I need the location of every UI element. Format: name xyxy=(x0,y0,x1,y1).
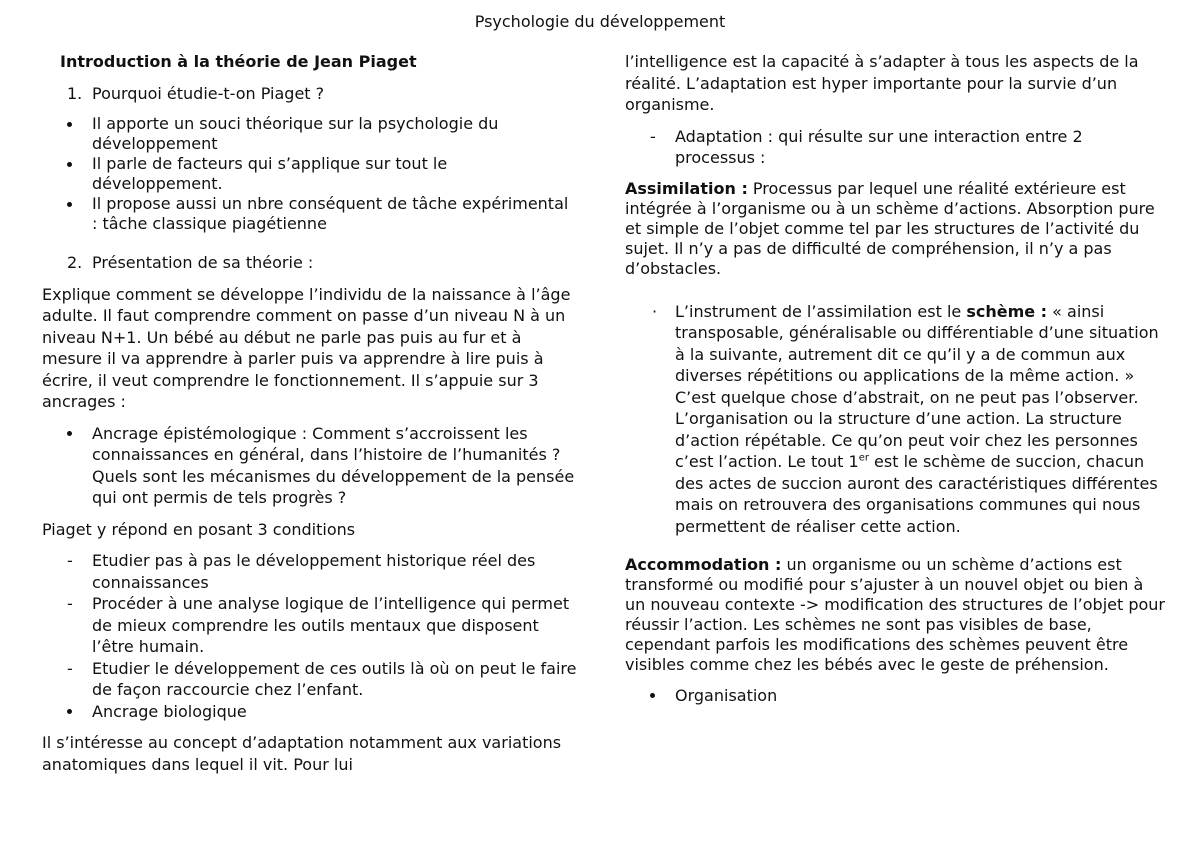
accommodation-paragraph xyxy=(625,555,1165,675)
list-item-text: Adaptation : qui résulte sur une interaction entre 2 processus : xyxy=(675,126,1083,167)
list-item: Il apporte un souci théorique sur la psychologie du développement xyxy=(42,114,577,154)
accommodation-text: un organisme ou un schème d’actions est transformé ou modifié pour s’ajuster à un nouvel objet ou bien à un nouveau contexte -> modification des structures de l’objet pour réussir l’action. Les schèmes ne sont pas visibles de base, cependant parfois les modifications des schèmes peuvent être visibles comme chez les bébés avec le geste de préhension. xyxy=(625,555,1165,674)
scheme-superscript: er xyxy=(858,452,869,464)
scheme-text-post: est le schème de succion, chacun des actes de succion auront des caractéristiques différentes mais on retrouvera des organisations communes qui nous permettent de réaliser cette action. xyxy=(675,452,1158,536)
dash-marker: - xyxy=(67,551,73,570)
question-2-number: 2. xyxy=(67,253,83,272)
dash-marker: - xyxy=(650,126,656,146)
adaptation-list xyxy=(625,126,1165,169)
assimilation-paragraph xyxy=(625,179,1165,279)
assimilation-label: Assimilation : xyxy=(625,178,748,198)
ancrage-epistemologique: Ancrage épistémologique : Comment s’accroissent les connaissances en général, dans l’histoire de l’humanités ? Quels sont les mécanismes du développement de la pensée qui ont permis de tels progrès ? xyxy=(42,423,577,509)
assimilation-text: Processus par lequel une réalité extérieure est intégrée à l’organisme ou à un schème d’actions. Absorption pure et simple de l’objet comme tel par les structures de l’activité du sujet. Il n’y a pas de difficulté de compréhension, il n’y a pas d’obstacles. xyxy=(625,178,1155,278)
right-column xyxy=(625,51,1165,717)
list-item-text: Etudier pas à pas le développement historique réel des connaissances xyxy=(92,551,536,592)
scheme-label: schème : xyxy=(966,301,1048,321)
list-item: Il parle de facteurs qui s’applique sur tout le développement. xyxy=(42,154,577,194)
accommodation-label: Accommodation : xyxy=(625,555,782,574)
left-column xyxy=(42,51,577,785)
list-item xyxy=(42,593,577,658)
list-item xyxy=(42,550,577,593)
adaptation-paragraph: Il s’intéresse au concept d’adaptation notamment aux variations anatomiques dans lequel il vit. Pour lui xyxy=(42,733,562,774)
conditions-intro: Piaget y répond en posant 3 conditions xyxy=(42,519,356,539)
scheme-text-pre: L’instrument de l’assimilation est le xyxy=(675,301,967,321)
list-item-text: Procéder à une analyse logique de l’intelligence qui permet de mieux comprendre les outils mentaux que disposent l’être humain. xyxy=(92,594,570,656)
dash-marker: - xyxy=(67,658,73,678)
question-2-list xyxy=(42,252,577,274)
organisation-item: Organisation xyxy=(625,685,1165,707)
question-1-list xyxy=(42,83,577,105)
list-item-text: Etudier le développement de ces outils là où on peut le faire de façon raccourcie chez l’enfant. xyxy=(92,658,577,699)
question-1-text: Pourquoi étudie-t-on Piaget ? xyxy=(92,83,325,103)
ancrage-biologique: Ancrage biologique xyxy=(42,701,577,723)
scheme-text-mid: « ainsi transposable, généralisable ou différentiable d’une situation à la suivante, autrement dit ce qu’il y a de commun aux diverses répétitions ou applications de la même action. » C’est quelque chose d’abstrait, on ne peut pas l’observer. L’organisation ou la structure d’une action. La structure d’action répétable. Ce qu’on peut voir chez les personnes c’est l’action. Le tout 1 xyxy=(675,301,1159,471)
section-title: Introduction à la théorie de Jean Piaget xyxy=(60,52,417,71)
ancrage-list-1 xyxy=(42,423,577,509)
scheme-list xyxy=(625,301,1165,538)
scheme-item xyxy=(625,301,1165,538)
conditions-list xyxy=(42,550,577,722)
adaptation-item xyxy=(625,126,1165,169)
organisation-list xyxy=(625,685,1165,707)
middot-marker: · xyxy=(652,301,658,321)
theory-paragraph: Explique comment se développe l’individu de la naissance à l’âge adulte. Il faut comprendre comment on passe d’un niveau N à un niveau N+1. Un bébé au début ne parle pas puis au fur et à mesure il va apprendre à parler puis va apprendre à lire puis à écrire, il veut comprendre le fonctionnement. Il s’appuie sur 3 ancrages : xyxy=(42,284,571,411)
list-item: Il propose aussi un nbre conséquent de tâche expérimental : tâche classique piagétienne xyxy=(42,194,577,234)
question-2-text: Présentation de sa théorie : xyxy=(92,253,314,272)
question-1 xyxy=(42,83,577,105)
question-2 xyxy=(42,252,577,274)
intelligence-paragraph: l’intelligence est la capacité à s’adapter à tous les aspects de la réalité. L’adaptation est hyper importante pour la survie d’un organisme. xyxy=(625,52,1139,114)
page-title: Psychologie du développement xyxy=(474,12,726,31)
reasons-list xyxy=(42,114,577,234)
dash-marker: - xyxy=(67,594,73,613)
question-1-number: 1. xyxy=(67,83,83,103)
list-item xyxy=(42,658,577,701)
